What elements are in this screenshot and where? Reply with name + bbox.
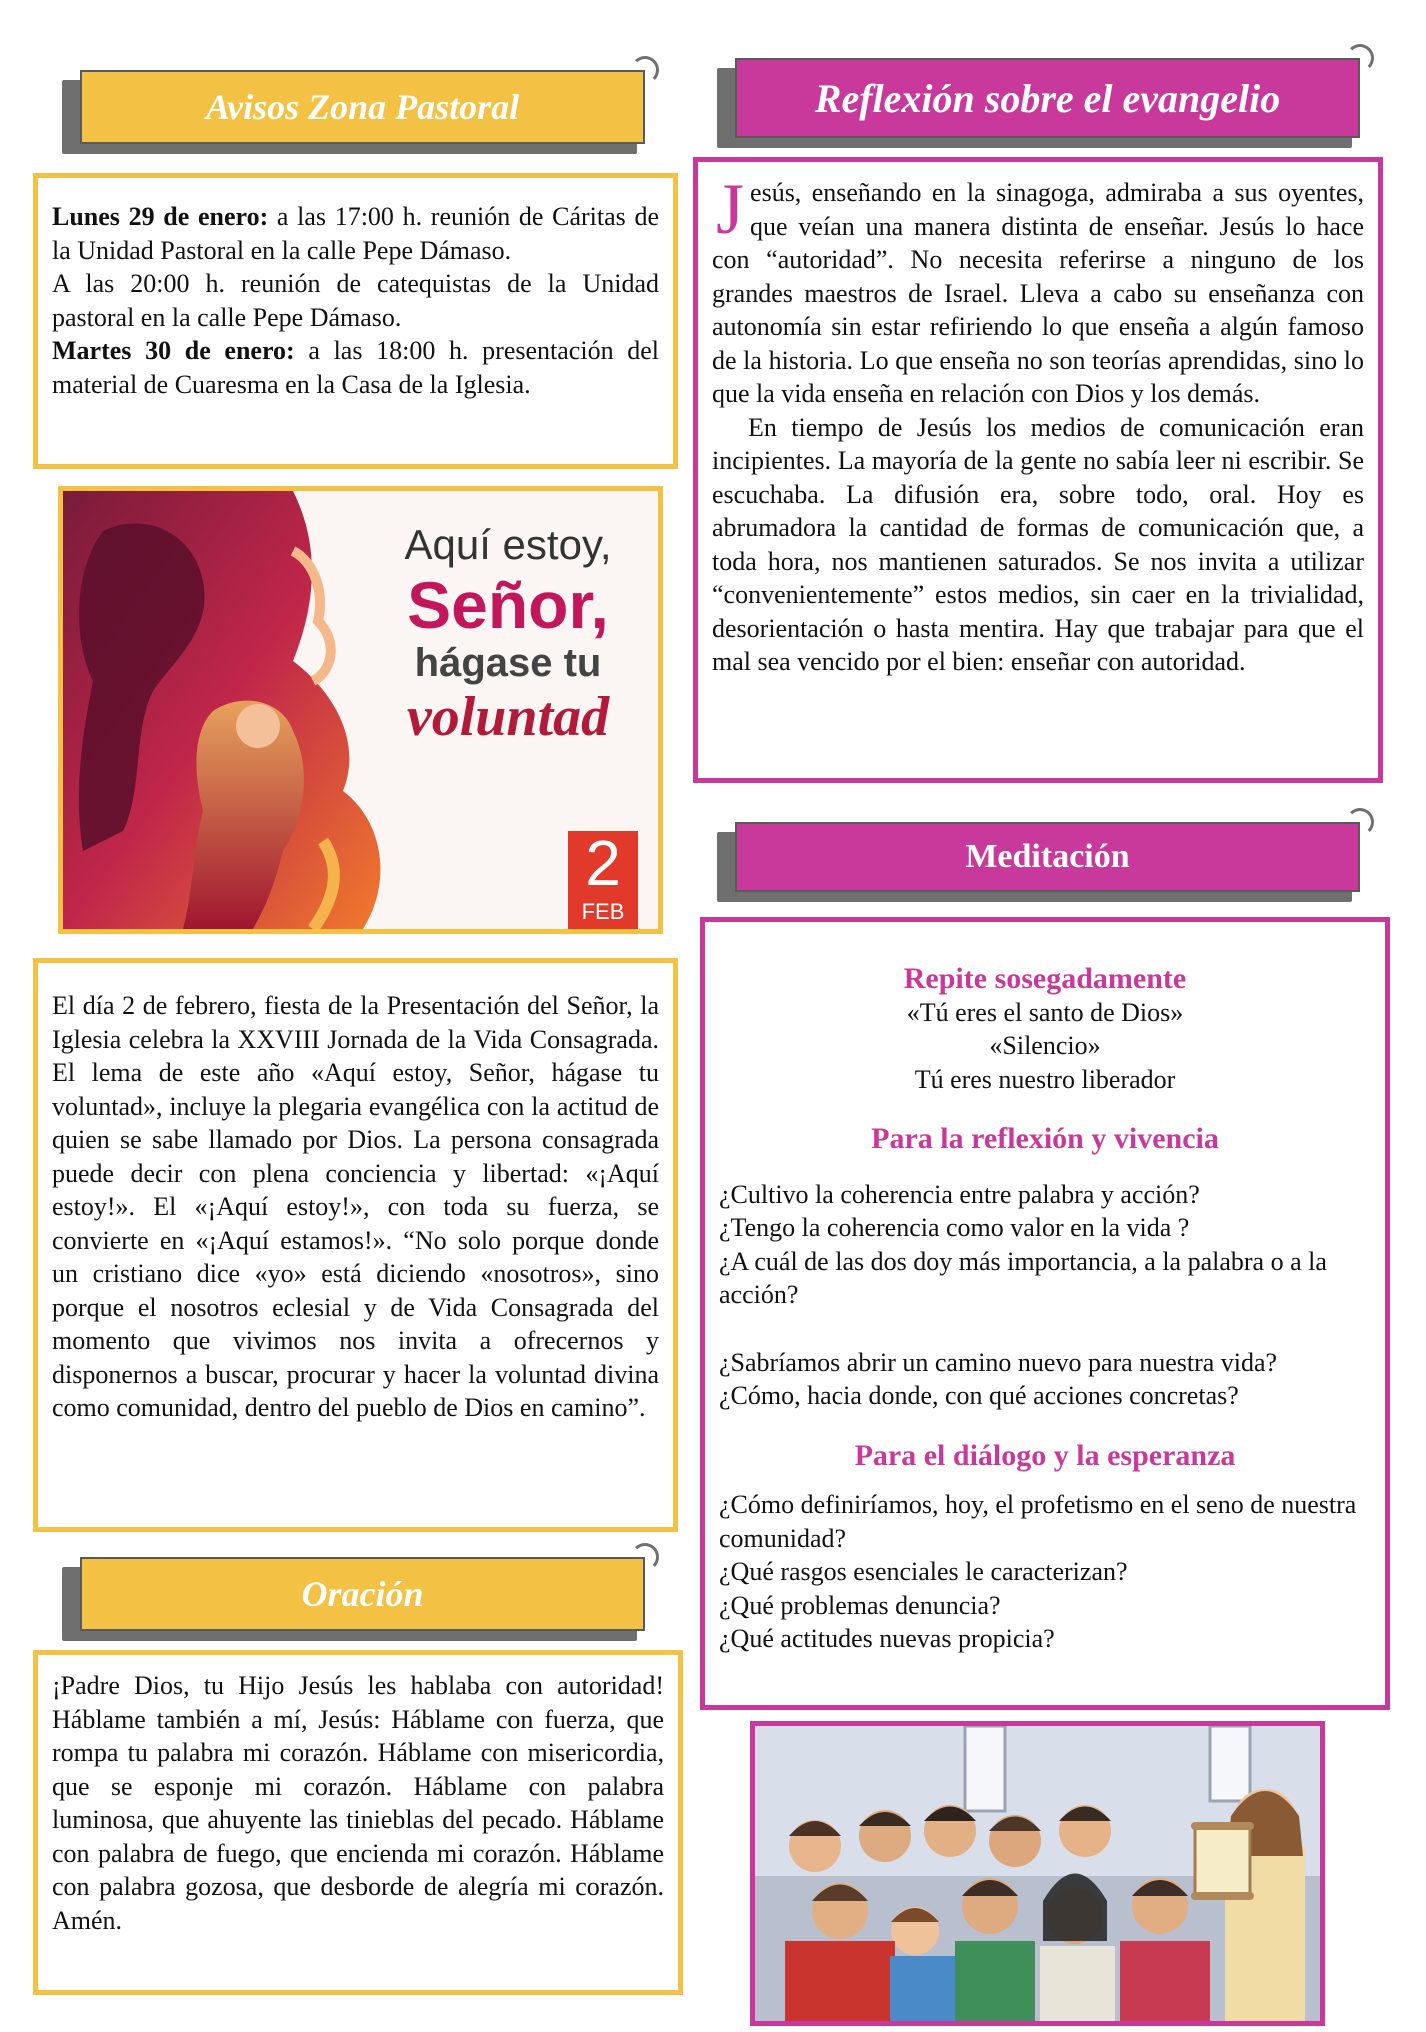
jornada-box [33,958,678,1532]
poster-line2: Señor, [407,568,609,642]
meditacion-banner [735,822,1360,892]
meditacion-title: Meditación [735,822,1360,892]
aviso-date: Lunes 29 de enero: [52,202,269,231]
drop-cap: J [716,169,745,249]
poster-line3: hágase tu [414,641,602,685]
aviso-date: Martes 30 de enero: [52,336,295,365]
aviso-body: a las 18:00 h. presentación del material de Cuaresma en la Casa de la Iglesia. [52,336,660,399]
vivencia-question: ¿Cómo, hacia donde, con qué acciones concretas? [719,1381,1239,1410]
jesus-synagogue-illustration [750,1721,1325,2026]
poster-day: 2 [585,827,621,899]
vida-consagrada-poster [58,486,663,934]
reflexion-p1: esús, enseñando en la sinagoga, admiraba a sus oyentes, que veían una manera distinta de enseñar. Jesús lo hace con “autoridad”. No necesita referirse a ninguno de los grandes maestros de Israel. Lleva a cabo su enseñanza con autonomía sin estar refiriendo lo que enseña a algún famoso de la historia. Lo que enseña no son teorías aprendidas, sino lo que la vida enseña en relación con Dios y los demás. [712,178,1364,408]
poster-month: FEB [581,899,625,924]
oracion-text: ¡Padre Dios, tu Hijo Jesús les hablaba con autoridad! Háblame también a mí, Jesús: Háblame con fuerza, que rompa tu palabra mi corazón. Háblame con misericordia, que se esponje mi corazón. Háblame con palabra luminosa, que ahuyente las tinieblas del pecado. Háblame con palabra de fuego, que encienda mi corazón. Háblame con palabra gozosa, que desborde de alegría mi corazón. Amén. [52,1671,664,1935]
repite-title: Repite sosegadamente [903,962,1187,995]
avisos-text [52,200,659,401]
dialogo-question: ¿Qué rasgos esenciales le caracterizan? [719,1557,1128,1586]
vivencia-question: ¿Tengo la coherencia como valor en la vida ? [719,1213,1190,1242]
repite-line: Tú eres nuestro liberador [914,1064,1176,1094]
meditacion-content [719,962,1371,1656]
dialogo-question: ¿Qué problemas denuncia? [719,1590,1001,1620]
avisos-box [33,173,678,469]
reflexion-banner [735,58,1360,138]
oracion-box [33,1650,683,1995]
vivencia-question: ¿Sabríamos abrir un camino nuevo para nuestra vida? [719,1347,1278,1377]
aviso-item [52,200,659,267]
vivencia-question: ¿Cultivo la coherencia entre palabra y acción? [719,1179,1200,1209]
vivencia-question: ¿A cuál de las dos doy más importancia, a la palabra o a la acción? [719,1246,1327,1309]
dialogo-question: ¿Qué actitudes nuevas propicia? [719,1624,1055,1653]
avisos-title: Avisos Zona Pastoral [80,70,645,144]
poster-line4: voluntad [406,686,610,748]
aviso-body: a las 17:00 h. reunión de Cáritas de la Unidad Pastoral en la calle Pepe Dámaso. [52,202,659,265]
oracion-banner [80,1557,645,1631]
oracion-title: Oración [80,1557,645,1631]
reflexion-box [693,157,1383,783]
scene-artwork [755,1726,1320,2021]
avisos-banner [80,70,645,144]
jornada-text: El día 2 de febrero, fiesta de la Presentación del Señor, la Iglesia celebra la XXVIII Jornada de la Vida Consagrada. El lema de este año «Aquí estoy, Señor, hágase tu voluntad», incluye la plegaria evangélica con la actitud de quien se sabe llamado por Dios. La persona consagrada puede decir con plena conciencia y libertad: «¡Aquí estoy!». El «¡Aquí estoy!», con toda su fuerza, se convierte en «¡Aquí estamos!». “No solo porque donde un cristiano dice «yo» está diciendo «nosotros», sino porque el nosotros eclesial y de Vida Consagrada del momento que vivimos nos invita a ofrecernos y disponernos a buscar, procurar y hacer la voluntad divina como comunidad, dentro del pueblo de Dios en camino”. [52,991,659,1422]
reflexion-paragraph: En tiempo de Jesús los medios de comunicación eran incipientes. La mayoría de la gente no sabía leer ni escribir. Se escuchaba. La difusión era, sobre todo, oral. Hoy es abrumadora la cantidad de formas de comunicación que, a toda hora, nos mantienen saturados. Se nos invita a utilizar “convenientemente” estos medios, sin caer en la trivialidad, desorientación o hasta mentira. Hay que trabajar para que el mal sea vencido por el bien: enseñar con autoridad. [712,412,1364,676]
repite-line: «Silencio» [989,1031,1101,1060]
dialogo-title: Para el diálogo y la esperanza [854,1438,1236,1472]
reflexion-text [712,169,1364,679]
dialogo-question: ¿Cómo definiríamos, hoy, el profetismo en el seno de nuestra comunidad? [719,1490,1357,1553]
aviso-body: A las 20:00 h. reunión de catequistas de la Unidad pastoral en la calle Pepe Dámaso. [52,269,659,332]
aviso-item [52,334,659,401]
vivencia-title: Para la reflexión y vivencia [871,1122,1219,1155]
aviso-item [52,267,659,334]
poster-line1: Aquí estoy, [404,521,612,568]
meditacion-box [700,917,1390,1710]
repite-line: «Tú eres el santo de Dios» [906,997,1184,1027]
reflexion-paragraph [712,169,1364,411]
reflexion-title: Reflexión sobre el evangelio [735,58,1360,138]
